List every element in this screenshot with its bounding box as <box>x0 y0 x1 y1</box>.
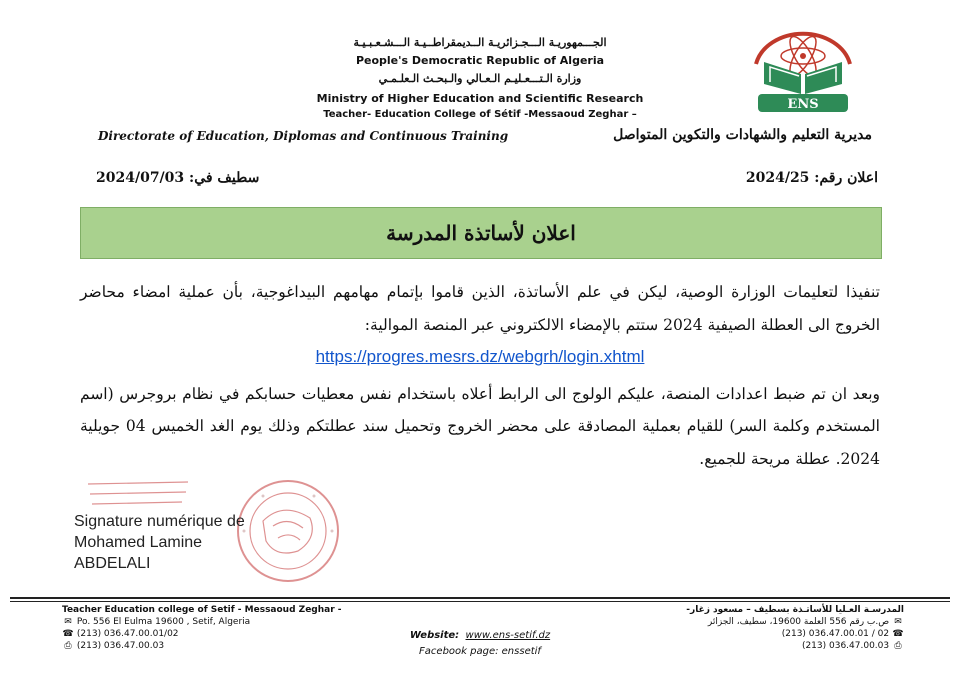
footer-left-fax: (213) 036.47.00.03 <box>76 641 165 651</box>
announcement-date-label: سطيف في: <box>189 170 260 186</box>
footer-divider <box>10 597 950 599</box>
mail-icon: ✉ <box>894 617 902 627</box>
announcement-number-label: اعلان رقم: <box>814 170 878 186</box>
footer-left-address: Po. 556 El Eulma 19600 , Setif, Algeria <box>76 617 251 627</box>
directorate-en: Directorate of Education, Diplomas and Continuous Training <box>98 129 509 143</box>
footer-right-fax: (213) 036.47.00.03 <box>801 641 890 651</box>
directorate-ar: مديرية التعليم والشهادات والتكوين المتواصل <box>613 127 872 143</box>
mail-icon: ✉ <box>64 617 72 627</box>
footer-right-phone: (213) 036.47.00.01 / 02 <box>781 629 890 639</box>
logo-text: ENS <box>787 97 819 112</box>
ministry-ar: وزارة الـتـــعـليـم الـعـالي والـبحـث الـعلـمـي <box>378 72 582 85</box>
announcement-number-value: 2024/25 <box>745 170 810 186</box>
website-link[interactable]: www.ens-setif.dz <box>465 630 551 641</box>
republic-en: People's Democratic Republic of Algeria <box>355 54 605 67</box>
ens-logo-icon <box>738 22 868 118</box>
announcement-body <box>80 276 880 475</box>
fax-icon: ⎙ <box>64 641 72 651</box>
signature-line-2: Mohamed Lamine <box>74 534 203 551</box>
footer-right <box>686 604 904 652</box>
phone-icon: ☎ <box>892 629 904 639</box>
body-paragraph-1: تنفيذا لتعليمات الوزارة الوصية، ليكن في علم الأساتذة، الذين قاموا بإتمام مهامهم البيداغوجية، بأن عملية امضاء محاضر الخروج الى العطلة الصيفية 2024 ستتم بالإمضاء الالكتروني عبر المنصة الموالية: <box>80 283 880 334</box>
fax-icon: ⎙ <box>894 641 902 651</box>
footer-divider-thin <box>10 601 950 602</box>
progres-link[interactable]: https://progres.mesrs.dz/webgrh/login.xhtml <box>315 347 645 366</box>
website-label: Website: <box>409 630 460 641</box>
facebook-page: Facebook page: enssetif <box>419 646 541 657</box>
signature-line-1: Signature numérique de <box>74 513 245 530</box>
footer-left-title: Teacher Education college of Setif - Messaoud Zeghar - <box>62 605 342 615</box>
announcement-date-value: 2024/07/03 <box>96 170 185 186</box>
college-en: Teacher- Education College of Sétif -Messaoud Zeghar – <box>323 109 637 120</box>
announcement-number <box>746 170 878 186</box>
footer-right-title: المدرسـة العـليا للأساتـذة بسطيف – مسعود زغار- <box>686 605 904 615</box>
footer-left-phone: (213) 036.47.00.01/02 <box>76 629 179 639</box>
announcement-date <box>96 170 259 186</box>
phone-icon: ☎ <box>62 629 74 639</box>
title-banner <box>80 207 882 259</box>
republic-ar: الجـــمهوريـة الـــجـزائريـة الــديمقراطــيـة الـــشـعـبـيـة <box>353 36 607 49</box>
announcement-title: اعلان لأساتذة المدرسة <box>386 221 576 245</box>
footer-right-address: ص.ب رقم 556 العلمة 19600، سطيف، الجزائر <box>707 617 890 627</box>
signature-line-3: ABDELALI <box>74 555 151 572</box>
ministry-en: Ministry of Higher Education and Scientific Research <box>316 92 644 105</box>
digital-signature <box>74 511 245 574</box>
body-paragraph-2: وبعد ان تم ضبط اعدادات المنصة، عليكم الولوج الى الرابط أعلاه باستخدام نفس معطيات حسابكم في نظام بروجرس (اسم المستخدم وكلمة السر) للقيام بعملية المصادقة على محضر الخروج وتحميل سند عطلتكم وذلك يوم الغد الخميس 04 جويلية 2024. عطلة مريحة للجميع. <box>80 384 880 468</box>
